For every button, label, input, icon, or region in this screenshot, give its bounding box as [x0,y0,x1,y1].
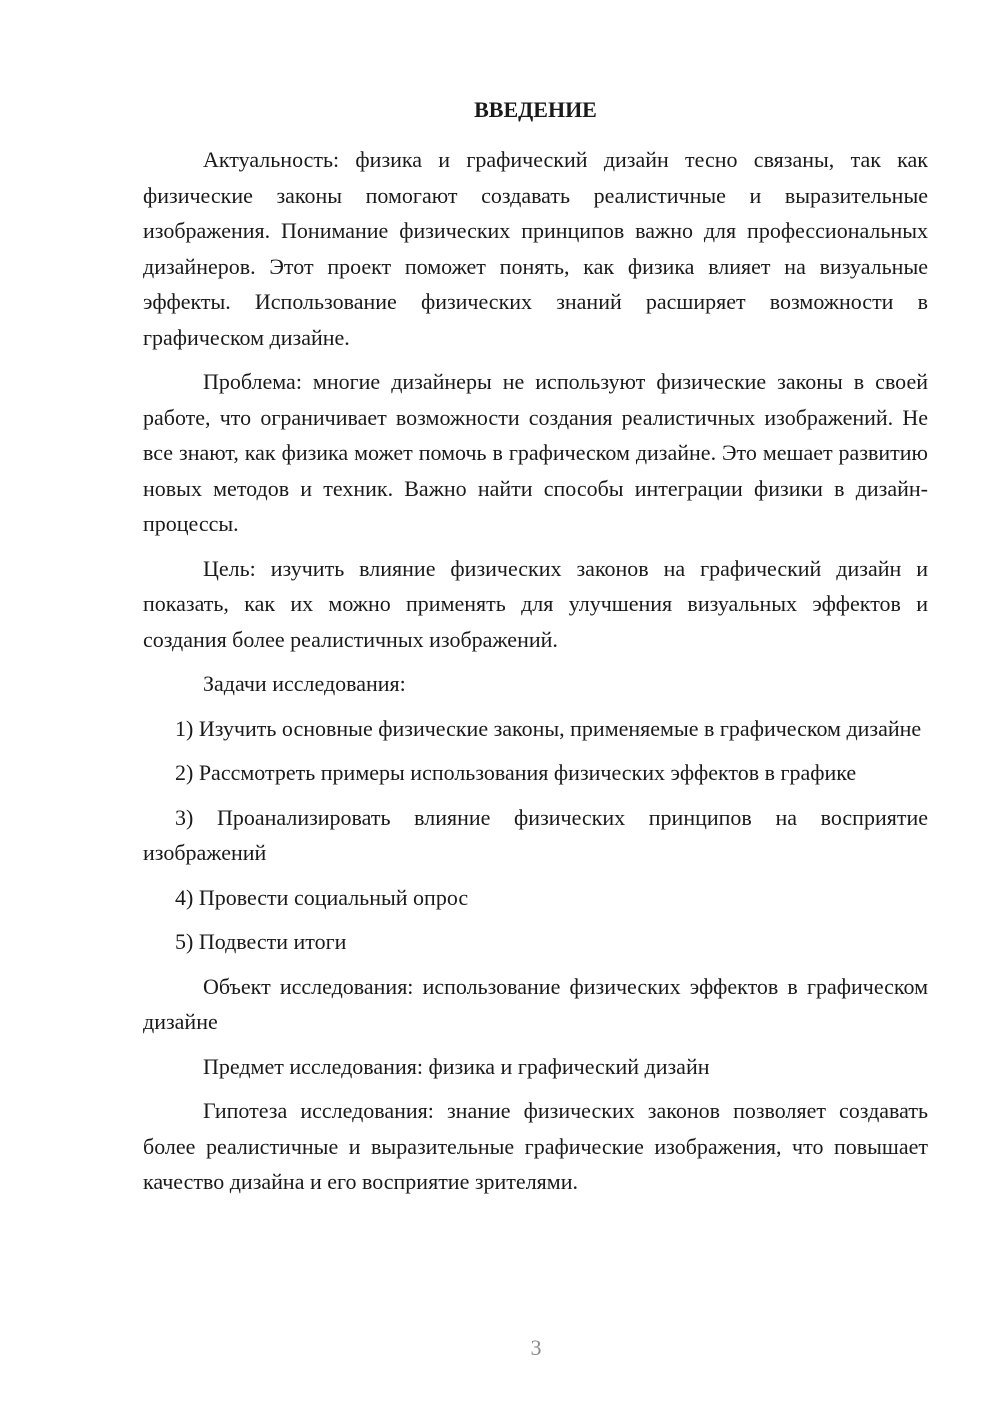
task-item: 4) Провести социальный опрос [175,884,469,910]
page-title: ВВЕДЕНИЕ [474,97,597,122]
relevance-paragraph: Актуальность: физика и графический дизайн тесно связаны, так как физические законы помогают создавать реалистичные и выразительные изображения. Понимание физических принципов важно для профессиональных дизайнеров. Этот проект поможет понять, как физика влияет на визуальные эффекты. Использование физических знаний расширяет возможности в графическом дизайне. [143,147,928,350]
task-item: 5) Подвести итоги [175,929,347,954]
task-item: 1) Изучить основные физические законы, применяемые в графическом дизайне [175,715,922,741]
research-subject-paragraph: Предмет исследования: физика и графический дизайн [203,1053,710,1079]
task-item: 2) Рассмотреть примеры использования физических эффектов в графике [175,760,857,785]
hypothesis-paragraph: Гипотеза исследования: знание физических законов позволяет создавать более реалистичные и выразительные графические изображения, что повышает качество дизайна и его восприятие зрителями. [143,1098,928,1194]
research-object-paragraph: Объект исследования: использование физических эффектов в графическом дизайне [143,973,928,1034]
page-number: 3 [530,1335,542,1360]
document-body [143,142,928,1209]
problem-paragraph: Проблема: многие дизайнеры не используют физические законы в своей работе, что ограничивает возможности создания реалистичных изображений. Не все знают, как физика может помочь в графическом дизайне. Это мешает развитию новых методов и техник. Важно найти способы интеграции физики в дизайн-процессы. [143,369,928,536]
tasks-heading: Задачи исследования: [203,671,406,696]
task-item: 3) Проанализировать влияние физических принципов на восприятие изображений [143,804,928,865]
goal-paragraph: Цель: изучить влияние физических законов на графический дизайн и показать, как их можно применять для улучшения визуальных эффектов и создания более реалистичных изображений. [143,555,928,652]
